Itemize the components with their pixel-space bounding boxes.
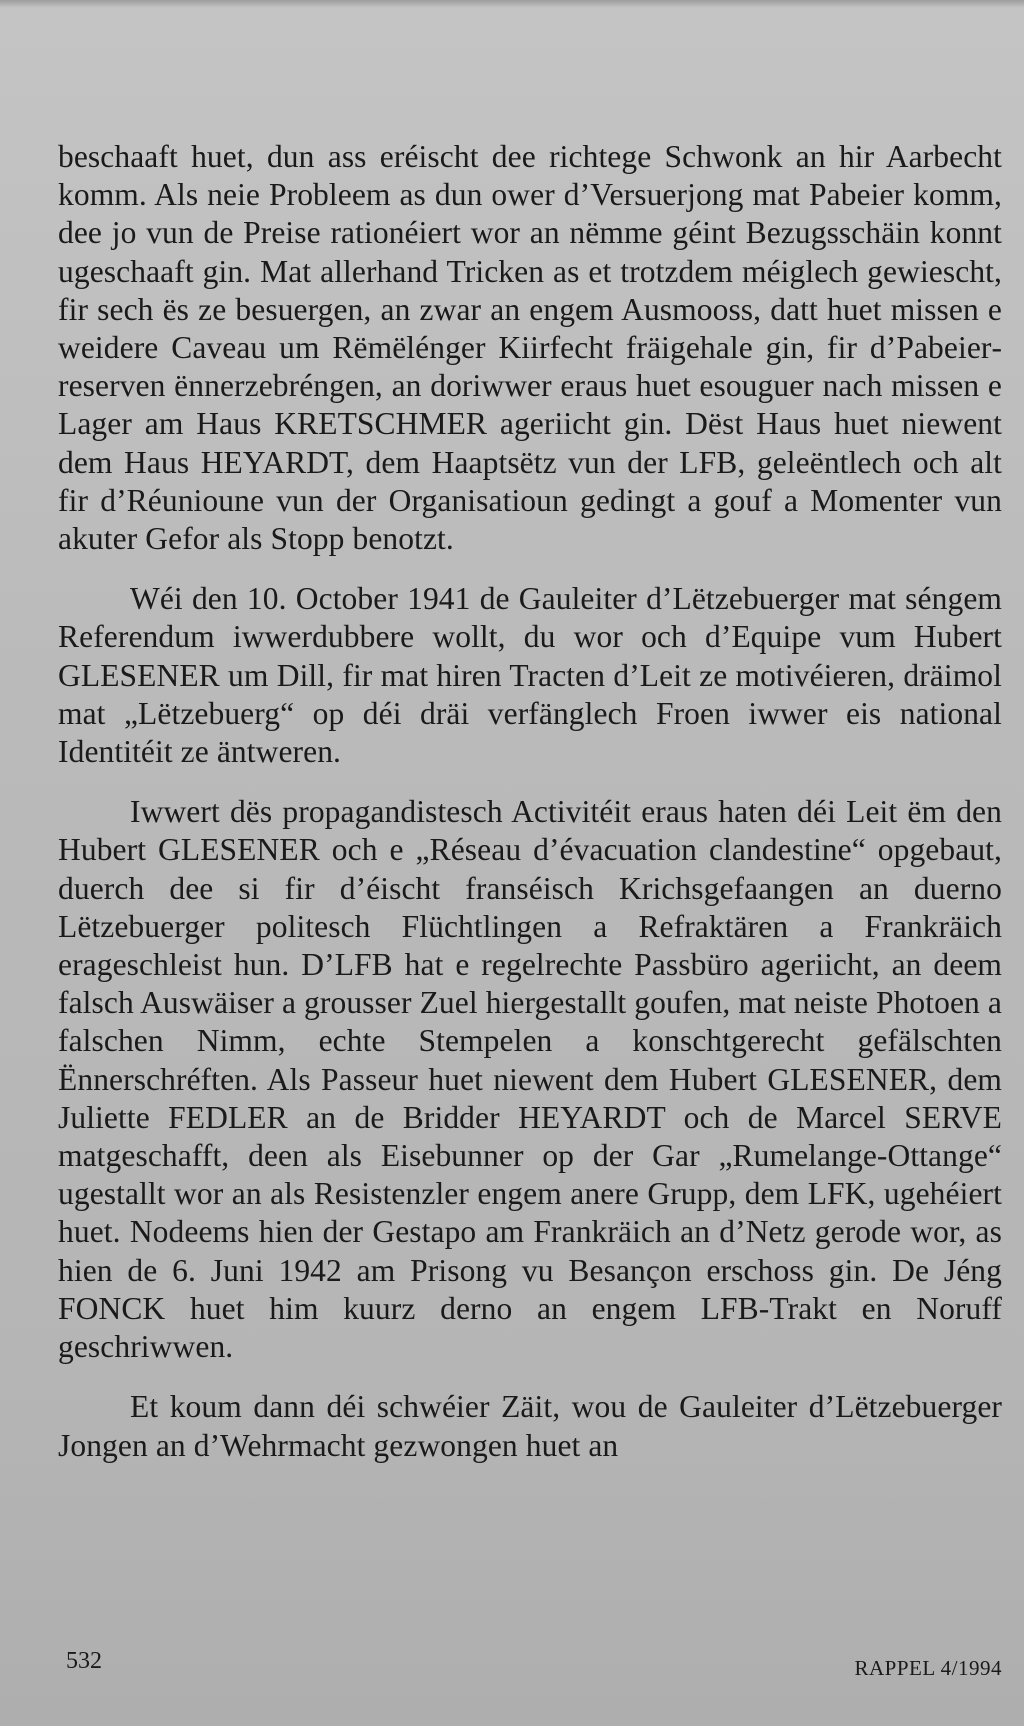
page-top-edge	[0, 0, 1024, 8]
body-text	[58, 138, 1002, 1487]
paragraph-1: beschaaft huet, dun ass eréischt dee richtege Schwonk an hir Aarbecht komm. Als neie Probleem as dun ower d’Versuerjong mat Pabeier komm, dee jo vun de Preise rationéiert wor an nëmme géint Bezugsschäin konnt ugeschaaft gin. Mat allerhand Tricken as et trotzdem méiglech gewiescht, fir sech ës ze besuergen, an zwar an engem Ausmooss, datt huet missen e weidere Caveau um Rëmëlénger Kiirfecht fräigehale gin, fir d’Pabeierreserven ënnerzebréngen, an doriwwer eraus huet esouguer nach missen e Lager am Haus KRETSCHMER ageriicht gin. Dëst Haus huet niewent dem Haus HEYARDT, dem Haaptsëtz vun der LFB, geleëntlech och alt fir d’Réunioune vun der Organisatioun gedingt a gouf a Momenter vun akuter Gefor als Stopp benotzt.	[58, 139, 1002, 557]
page-number: 532	[66, 1648, 102, 1674]
journal-reference: RAPPEL 4/1994	[854, 1656, 1002, 1680]
paragraph-4: Et koum dann déi schwéier Zäit, wou de Gauleiter d’Lëtzebuerger Jongen an d’Wehrmacht gezwongen huet an	[58, 1389, 1002, 1463]
page-footer	[58, 1648, 1002, 1688]
paragraph-2: Wéi den 10. October 1941 de Gauleiter d’Lëtzebuerger mat séngem Referendum iwwerdubbere wollt, du wor och d’Equipe vum Hubert GLESENER um Dill, fir mat hiren Tracten d’Leit ze motivéieren, dräimol mat „Lëtzebuerg“ op déi dräi verfänglech Froen iwwer eis national Identitéit ze äntweren.	[58, 581, 1002, 770]
paragraph-3: Iwwert dës propagandistesch Activitéit eraus haten déi Leit ëm den Hubert GLESENER och e „Réseau d’évacuation clandestine“ opgebaut, duerch dee si fir d’éischt franséisch Krichsgefaangen an duerno Lëtzebuerger politesch Flüchtlingen a Refraktären a Frankräich erageschleist hun. D’LFB hat e regelrechte Passbüro ageriicht, an deem falsch Auswäiser a grousser Zuel hiergestallt goufen, mat neiste Photoen a falschen Nimm, echte Stempelen a konschtgerecht gefälschten Ënnerschréften. Als Passeur huet niewent dem Hubert GLESENER, dem Juliette FEDLER an de Bridder HEYARDT och de Marcel SERVE matgeschafft, deen als Eisebunner op der Gar „Rumelange-Ottange“ ugestallt wor an als Resistenzler engem anere Grupp, dem LFK, ugehéiert huet. Nodeems hien der Gestapo am Frankräich an d’Netz gerode wor, as hien de 6. Juni 1942 am Prisong vu Besançon erschoss gin. De Jéng FONCK huet him kuurz derno an engem LFB-Trakt en Noruff geschriwwen.	[58, 794, 1002, 1365]
